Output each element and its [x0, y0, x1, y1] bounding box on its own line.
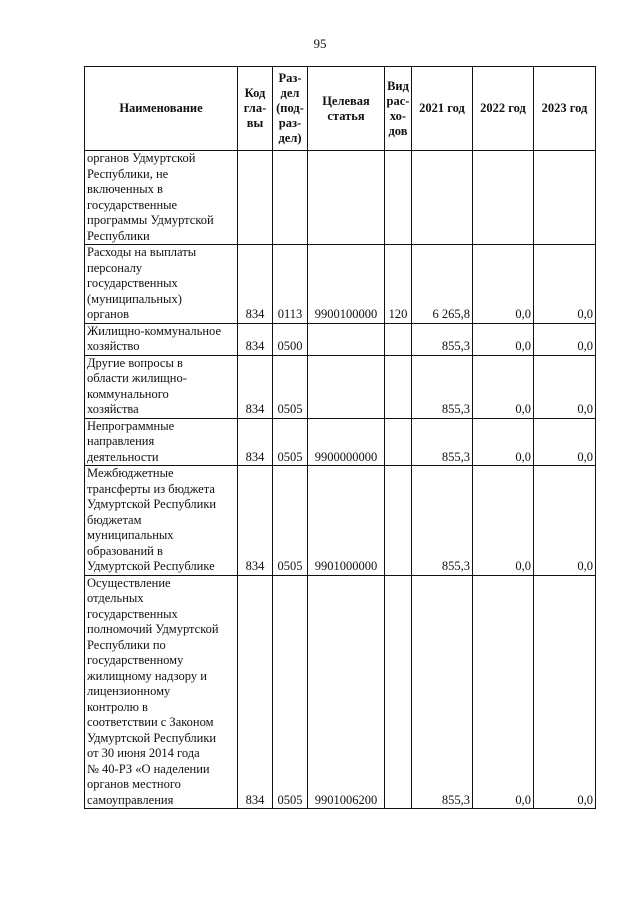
cell-target: 9901000000 — [308, 466, 385, 576]
cell-section: 0500 — [273, 323, 308, 355]
cell-expense — [385, 466, 412, 576]
cell-2023: 0,0 — [534, 466, 596, 576]
cell-2021: 855,3 — [412, 323, 473, 355]
page-number: 95 — [313, 36, 327, 51]
cell-section: 0505 — [273, 466, 308, 576]
cell-2021: 855,3 — [412, 355, 473, 418]
cell-target — [308, 151, 385, 245]
cell-section: 0505 — [273, 575, 308, 809]
cell-expense — [385, 355, 412, 418]
cell-code: 834 — [238, 466, 273, 576]
table-row — [85, 575, 596, 809]
cell-target: 9900000000 — [308, 418, 385, 466]
cell-name: Межбюджетные трансферты из бюджета Удмуртской Республики бюджетам муниципальных образований в Удмуртской Республике — [85, 466, 238, 576]
cell-section — [273, 151, 308, 245]
cell-2022: 0,0 — [473, 245, 534, 324]
cell-name: органов Удмуртской Республики, не включенных в государственные программы Удмуртской Республики — [85, 151, 238, 245]
table-body — [85, 151, 596, 809]
cell-target — [308, 323, 385, 355]
cell-2021: 855,3 — [412, 418, 473, 466]
header-row — [85, 67, 596, 151]
cell-2022 — [473, 151, 534, 245]
cell-2023: 0,0 — [534, 323, 596, 355]
cell-code: 834 — [238, 245, 273, 324]
header-code: Код гла- вы — [238, 67, 273, 151]
header-section: Раз- дел (под- раз- дел) — [273, 67, 308, 151]
cell-target — [308, 355, 385, 418]
cell-code: 834 — [238, 323, 273, 355]
cell-expense — [385, 575, 412, 809]
cell-2023: 0,0 — [534, 355, 596, 418]
table-row — [85, 323, 596, 355]
table-row — [85, 466, 596, 576]
cell-2021 — [412, 151, 473, 245]
cell-expense: 120 — [385, 245, 412, 324]
cell-2022: 0,0 — [473, 323, 534, 355]
budget-table — [84, 66, 596, 809]
cell-target: 9901006200 — [308, 575, 385, 809]
cell-2022: 0,0 — [473, 355, 534, 418]
cell-2021: 855,3 — [412, 466, 473, 576]
table-row — [85, 245, 596, 324]
cell-section: 0113 — [273, 245, 308, 324]
cell-2021: 6 265,8 — [412, 245, 473, 324]
header-name: Наименование — [85, 67, 238, 151]
cell-name: Расходы на выплаты персоналу государственных (муниципальных) органов — [85, 245, 238, 324]
cell-2022: 0,0 — [473, 418, 534, 466]
cell-name: Непрограммные направления деятельности — [85, 418, 238, 466]
cell-expense — [385, 418, 412, 466]
cell-2022: 0,0 — [473, 466, 534, 576]
header-2021: 2021 год — [412, 67, 473, 151]
cell-expense — [385, 151, 412, 245]
cell-target: 9900100000 — [308, 245, 385, 324]
cell-2023: 0,0 — [534, 418, 596, 466]
cell-2023: 0,0 — [534, 575, 596, 809]
cell-code: 834 — [238, 575, 273, 809]
cell-expense — [385, 323, 412, 355]
cell-section: 0505 — [273, 355, 308, 418]
cell-code: 834 — [238, 418, 273, 466]
table-row — [85, 418, 596, 466]
cell-code — [238, 151, 273, 245]
header-target: Целевая статья — [308, 67, 385, 151]
table-row — [85, 151, 596, 245]
cell-name: Жилищно-коммунальное хозяйство — [85, 323, 238, 355]
cell-2023 — [534, 151, 596, 245]
cell-2023: 0,0 — [534, 245, 596, 324]
header-expense: Вид рас- хо- дов — [385, 67, 412, 151]
cell-2021: 855,3 — [412, 575, 473, 809]
cell-name: Другие вопросы в области жилищно- коммунального хозяйства — [85, 355, 238, 418]
table-row — [85, 355, 596, 418]
header-2023: 2023 год — [534, 67, 596, 151]
cell-code: 834 — [238, 355, 273, 418]
cell-section: 0505 — [273, 418, 308, 466]
cell-2022: 0,0 — [473, 575, 534, 809]
cell-name: Осуществление отдельных государственных полномочий Удмуртской Республики по государственному жилищному надзору и лицензионному контролю в соответствии с Законом Удмуртской Республики от 30 июня 2014 года № 40-РЗ «О наделении органов местного самоуправления — [85, 575, 238, 809]
header-2022: 2022 год — [473, 67, 534, 151]
